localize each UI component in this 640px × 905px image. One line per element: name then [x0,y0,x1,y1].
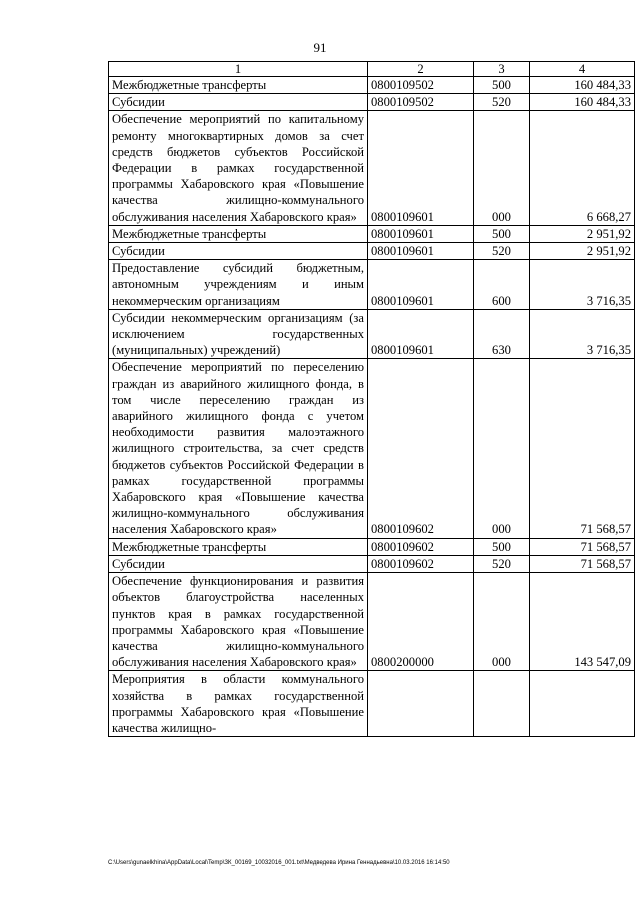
row-name: Обеспечение мероприятий по капитальному ремонту многоквартирных домов за счет средств бюджетов субъектов Российской Федерации в рамках государственной программы Хабаровского края «Повышение качества жилищно-коммунального обслуживания населения Хабаровского края» [109,111,368,225]
table-row [109,260,635,310]
row-name: Предоставление субсидий бюджетным, автономным учреждениям и иным некоммерческим организациям [109,260,368,310]
row-type: 000 [474,111,530,225]
row-name: Обеспечение функционирования и развития объектов благоустройства населенных пунктов края в рамках государственной программы Хабаровского края «Повышение качества жилищно-коммунального обслуживания населения Хабаровского края» [109,573,368,671]
table-row [109,573,635,671]
row-type: 500 [474,538,530,555]
row-code: 0800109601 [368,309,474,359]
row-name: Межбюджетные трансферты [109,77,368,94]
row-amount: 71 568,57 [530,359,635,538]
file-path-footer: C:\Users\gunaelkhina\AppData\Local\Temp\ЗК_00169_10032016_001.txt\Медведева Ирина Геннадьевна\10.03.2016 16:14:50 [108,860,450,866]
table-row [109,359,635,538]
column-header-2: 2 [368,62,474,77]
row-name: Межбюджетные трансферты [109,538,368,555]
row-type: 520 [474,94,530,111]
row-name: Межбюджетные трансферты [109,225,368,242]
row-type: 600 [474,260,530,310]
row-name: Мероприятия в области коммунального хозяйства в рамках государственной программы Хабаровского края «Повышение качества жилищно- [109,671,368,737]
row-code: 0800200000 [368,573,474,671]
row-code: 0800109502 [368,94,474,111]
row-name: Обеспечение мероприятий по переселению граждан из аварийного жилищного фонда, в том числе переселению граждан из аварийного жилищного фонда с учетом необходимости развития малоэтажного жилищного строительства, за счет средств бюджетов субъектов Российской Федерации в рамках государственной программы Хабаровского края «Повышение качества жилищно-коммунального обслуживания населения Хабаровского края» [109,359,368,538]
row-code: 0800109602 [368,538,474,555]
row-type: 000 [474,359,530,538]
table-row [109,538,635,555]
row-amount: 3 716,35 [530,260,635,310]
row-code [368,671,474,737]
table-row [109,111,635,225]
row-amount: 71 568,57 [530,555,635,572]
row-code: 0800109602 [368,359,474,538]
table-row [109,671,635,737]
page-number: 91 [313,40,327,55]
row-name: Субсидии [109,243,368,260]
row-name: Субсидии [109,94,368,111]
row-type: 520 [474,243,530,260]
table-row [109,77,635,94]
table-header-row [109,62,635,77]
row-type: 500 [474,77,530,94]
table-row [109,243,635,260]
column-header-1: 1 [109,62,368,77]
row-amount: 2 951,92 [530,225,635,242]
row-code: 0800109602 [368,555,474,572]
row-amount: 71 568,57 [530,538,635,555]
row-code: 0800109601 [368,243,474,260]
row-amount [530,671,635,737]
row-amount: 3 716,35 [530,309,635,359]
table-row [109,555,635,572]
row-type: 630 [474,309,530,359]
table-row [109,309,635,359]
row-code: 0800109601 [368,225,474,242]
row-code: 0800109601 [368,260,474,310]
table-row [109,225,635,242]
row-amount: 160 484,33 [530,77,635,94]
column-header-3: 3 [474,62,530,77]
row-amount: 143 547,09 [530,573,635,671]
row-amount: 160 484,33 [530,94,635,111]
row-type [474,671,530,737]
row-type: 520 [474,555,530,572]
row-name: Субсидии [109,555,368,572]
row-code: 0800109502 [368,77,474,94]
table-row [109,94,635,111]
budget-table [108,61,635,737]
row-type: 500 [474,225,530,242]
row-code: 0800109601 [368,111,474,225]
row-name: Субсидии некоммерческим организациям (за исключением государственных (муниципальных) учреждений) [109,309,368,359]
column-header-4: 4 [530,62,635,77]
row-type: 000 [474,573,530,671]
row-amount: 6 668,27 [530,111,635,225]
row-amount: 2 951,92 [530,243,635,260]
